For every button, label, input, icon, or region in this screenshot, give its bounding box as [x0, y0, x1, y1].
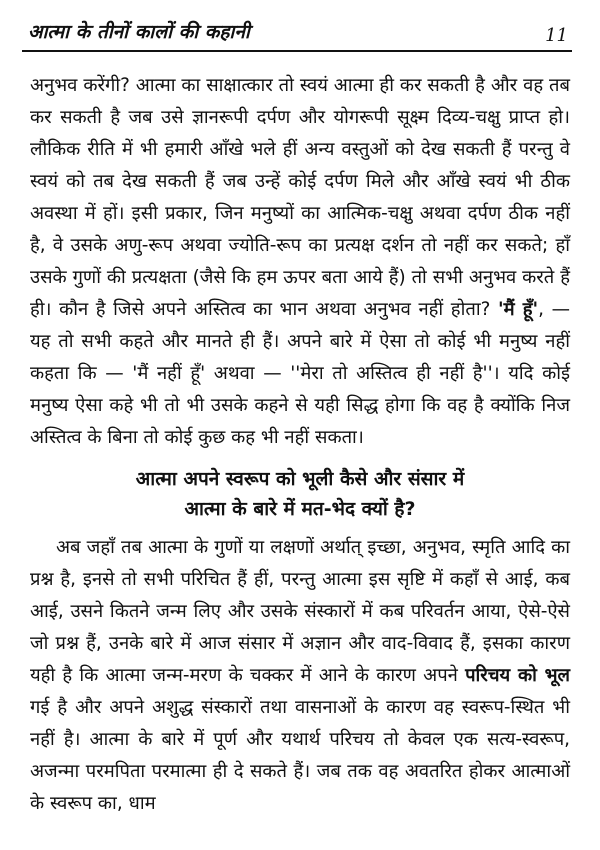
section-heading-line-1: आत्मा अपने स्वरूप को भूली कैसे और संसार में — [135, 468, 465, 490]
running-header — [22, 10, 572, 52]
paragraph-1-text-a: अनुभव करेंगी? आत्मा का साक्षात्कार तो स्वयं आत्मा ही कर सकती है और वह तब कर सकती है जब उसे ज्ञानरूपी दर्पण और योगरूपी सूक्ष्म दिव्य-चक्षु प्राप्त हो। लौकिक रीति में भी हमारी आँखे भले हीं अन्य वस्तुओं को देख सकती हैं परन्तु वे स्वयं को तब देख सकती हैं जब उन्हें कोई दर्पण मिले और आँखे स्वयं भी ठीक अवस्था में हों। इसी प्रकार, जिन मनुष्यों का आत्मिक-चक्षु अथवा दर्पण ठीक नहीं है, वे उसके अणु-रूप अथवा ज्योति-रूप का प्रत्यक्ष दर्शन तो नहीं कर सकते; हाँ उसके गुणों की प्रत्यक्षता (जैसे कि हम ऊपर बता आये हैं) तो सभी अनुभव करते हैं ही। कौन है जिसे अपने अस्तित्व का भान अथवा अनुभव नहीं होता? — [30, 75, 570, 320]
paragraph-2-bold: परिचय को भूल — [465, 665, 570, 686]
paragraph-2-text-a: अब जहाँ तब आत्मा के गुणों या लक्षणों अर्थात् इच्छा, अनुभव, स्मृति आदि का प्रश्न है, इनसे तो सभी परिचित हैं हीं, परन्तु आत्मा इस सृष्टि में कहाँ से आई, कब आई, उसने कितने जन्म लिए और उसके संस्कारों में कब परिवर्तन आया, ऐसे-ऐसे जो प्रश्न हैं, उनके बारे में आज संसार में अज्ञान और वाद-विवाद हैं, इसका कारण यही है कि आत्मा जन्म-मरण के चक्कर में आने के कारण अपने — [30, 537, 570, 686]
paragraph-2-text-b: गई है और अपने अशुद्ध संस्कारों तथा वासनाओं के कारण वह स्वरूप-स्थित भी नहीं है। आत्मा के बारे में पूर्ण और यथार्थ परिचय तो केवल एक सत्य-स्वरूप, अजन्मा परमपिता परमात्मा ही दे सकते हैं। जब तक वह अवतरित होकर आत्माओं के स्वरूप का, धाम — [30, 697, 570, 814]
section-heading-line-2: आत्मा के बारे में मत-भेद क्यों है? — [184, 498, 416, 520]
paragraph-2 — [30, 532, 570, 820]
paragraph-1-text-b: , — यह तो सभी कहते और मानते ही हैं। अपने बारे में ऐसा तो कोई भी मनुष्य नहीं कहता कि — 'मैं नहीं हूँ' अथवा — ''मेरा तो अस्तित्व ही नहीं है''। यदि कोई मनुष्य ऐसा कहे भी तो भी उसके कहने से यही सिद्ध होगा कि वह है क्योंकि निज अस्तित्व के बिना तो कोई कुछ कह भी नहीं सकता। — [30, 299, 570, 448]
page-number: 11 — [545, 25, 568, 46]
paragraph-1 — [30, 70, 570, 454]
paragraph-1-bold: 'मैं हूँ' — [497, 299, 539, 320]
section-heading — [30, 464, 570, 524]
page-body — [30, 70, 570, 820]
header-title: आत्मा के तीनों कालों की कहानी — [28, 21, 250, 43]
